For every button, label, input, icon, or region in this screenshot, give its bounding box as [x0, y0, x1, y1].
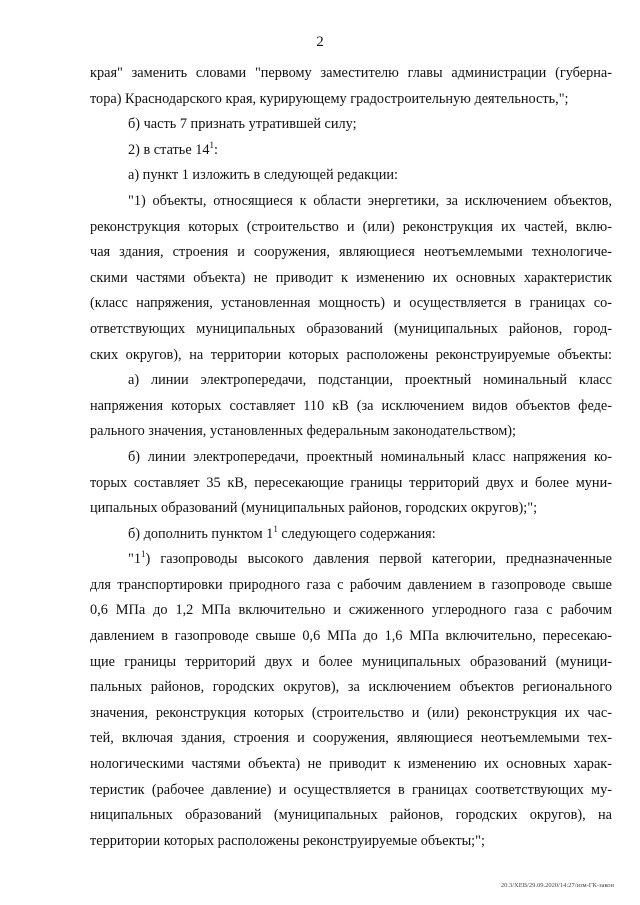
text-line-continuation: ) газопроводы высокого давления первой категории, предназначенные [145, 551, 612, 568]
page-number: 2 [316, 34, 324, 50]
text-line-content: скими частями объекта) не приводит к изменению их основных характеристик [90, 269, 612, 286]
text-line-content: торых составляет 35 кВ, пересекающие границы территорий двух и более муни- [90, 474, 612, 491]
text-line-continuation: : [214, 141, 219, 158]
text-line-content: 0,6 МПа до 1,2 МПа включительно и сжиженного углеродного газа с рабочим [90, 602, 612, 619]
text-line-content: б) дополнить пунктом 1 [128, 525, 274, 542]
text-line [90, 445, 612, 471]
superscript: 1 [209, 139, 215, 150]
text-line-content: ских округов), на территории которых расположены реконструируемые объекты: [90, 346, 612, 363]
text-line [90, 829, 612, 855]
text-line-content: чая здания, строения и сооружения, являющиеся неотъемлемыми технологиче- [90, 244, 612, 261]
text-line-content: края" заменить словами "первому заместителю главы администрации (губерна- [90, 65, 612, 81]
text-line-content: значения, реконструкция которых (строительство и (или) реконструкция их час- [90, 704, 612, 721]
superscript: 1 [141, 549, 146, 560]
superscript: 1 [273, 523, 278, 534]
text-line-content: ответствующих муниципальных образований (муниципальных районов, город- [90, 320, 612, 337]
text-line [90, 240, 612, 266]
text-line [90, 266, 612, 292]
text-line-content: тей, включая здания, строения и сооружения, являющиеся неотъемлемыми тех- [90, 730, 612, 747]
text-line [90, 419, 612, 445]
text-line [90, 778, 612, 804]
text-line [90, 368, 612, 394]
text-line [90, 650, 612, 676]
text-line-content: тора) Краснодарского края, курирующему градостроительную деятельность,"; [90, 90, 569, 107]
text-line-content: теристик (рабочее давление) и осуществляется в границах соответствующих му- [90, 781, 612, 798]
text-line-content: а) пункт 1 изложить в следующей редакции: [128, 167, 398, 184]
text-line-content: реконструкция которых (строительство и (или) реконструкция их частей, вклю- [90, 218, 612, 235]
text-line [90, 394, 612, 420]
text-line-content: щие границы территорий двух и более муниципальных образований (муници- [90, 653, 612, 670]
text-line [90, 598, 612, 624]
text-line-content: "1 [128, 551, 141, 568]
text-line [90, 752, 612, 778]
text-line [90, 701, 612, 727]
text-line [90, 726, 612, 752]
text-line-content: рального значения, установленных федеральным законодательством); [90, 423, 517, 440]
text-line [90, 675, 612, 701]
text-line-content: б) часть 7 признать утратившей силу; [128, 116, 357, 133]
text-line [90, 87, 612, 113]
text-line [90, 317, 612, 343]
text-line-content: "1) объекты, относящиеся к области энергетики, за исключением объектов, [128, 192, 612, 209]
text-line [90, 522, 612, 548]
text-line-content: давлением в газопроводе свыше 0,6 МПа до 1,6 МПа включительно, пересекаю- [90, 628, 612, 645]
footer-file-stamp: 20.3/ХЕВ/29.09.2020/14:27/изм-ГК-закон [500, 882, 614, 889]
text-line-content: ниципальных образований (муниципальных районов, городских округов), на [90, 807, 612, 824]
text-line [90, 547, 612, 573]
text-line [90, 112, 612, 138]
text-line-content: (класс напряжения, установленная мощность) и осуществляется в границах со- [90, 295, 612, 312]
text-line-content: пальных районов, городских округов), за исключением объектов регионального [90, 679, 612, 696]
text-line [90, 163, 612, 189]
text-line-content: для транспортировки природного газа с рабочим давлением в газопроводе свыше [90, 576, 612, 593]
text-line [90, 189, 612, 215]
text-line-content: ципальных образований (муниципальных районов, городских округов);"; [90, 500, 538, 517]
text-line-content: а) линии электропередачи, подстанции, проектный номинальный класс [128, 372, 612, 389]
text-line-continuation: следующего содержания: [277, 525, 436, 542]
text-line-content: 2) в статье 14 [128, 141, 210, 158]
text-line [90, 496, 612, 522]
document-body [90, 61, 612, 854]
text-line [90, 803, 612, 829]
text-line-content: напряжения которых составляет 110 кВ (за исключением видов объектов феде- [90, 397, 612, 414]
text-line-content: территории которых расположены реконструируемые объекты;"; [90, 832, 485, 849]
text-line [90, 138, 612, 164]
text-line [90, 624, 612, 650]
text-line [90, 215, 612, 241]
text-line-content: нологическими частями объекта) не приводит к изменению их основных харак- [90, 756, 612, 773]
text-line-content: б) линии электропередачи, проектный номинальный класс напряжения ко- [128, 448, 612, 465]
text-line [90, 61, 612, 87]
text-line [90, 291, 612, 317]
text-line [90, 471, 612, 497]
text-line [90, 343, 612, 369]
text-line [90, 573, 612, 599]
